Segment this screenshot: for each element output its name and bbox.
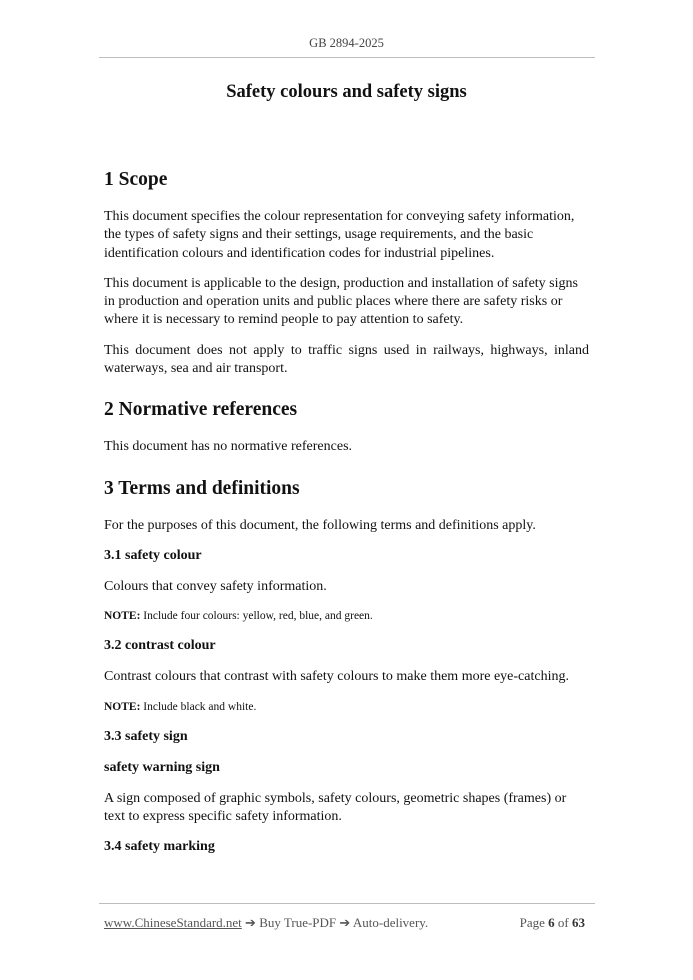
header-standard-code: GB 2894-2025 — [309, 36, 384, 50]
page-number — [520, 915, 585, 931]
term-definition-safety-colour: Colours that convey safety information. — [104, 578, 327, 594]
page-total: 63 — [572, 915, 585, 930]
section-heading-terms: 3 Terms and definitions — [104, 477, 300, 499]
arrow-right-icon: ➔ — [245, 915, 256, 930]
term-definition-safety-sign: A sign composed of graphic symbols, safety colours, geometric shapes (frames) or text to express specific safety information. — [104, 790, 567, 824]
term-definition-contrast-colour: Contrast colours that contrast with safety colours to make them more eye-catching. — [104, 669, 569, 685]
section-heading-scope: 1 Scope — [104, 169, 168, 190]
page-current: 6 — [548, 915, 555, 930]
term-heading-safety-sign: 3.3 safety sign — [104, 728, 188, 744]
section-heading-normative-references: 2 Normative references — [104, 399, 298, 421]
note-contrast-colour — [104, 699, 589, 715]
footer-divider — [99, 903, 595, 904]
footer-links — [104, 915, 428, 931]
document-body — [104, 168, 589, 869]
document-title: Safety colours and safety signs — [226, 82, 467, 102]
page-label: Page — [519, 915, 545, 930]
terms-intro: For the purposes of this document, the following terms and definitions apply. — [104, 517, 536, 533]
note-text: Include four colours: yellow, red, blue, and green. — [143, 610, 373, 623]
term-heading-contrast-colour: 3.2 contrast colour — [104, 638, 216, 654]
footer-delivery-text: Auto-delivery. — [352, 915, 429, 930]
normative-paragraph: This document has no normative references. — [104, 439, 353, 455]
header-divider — [99, 57, 595, 58]
footer-buy-link[interactable]: Buy True-PDF — [259, 915, 337, 930]
scope-paragraph-2: This document is applicable to the design, production and installation of safety signs in production and operation units and public places where there are safety risks or where it is necessary to remind people to pay attention to safety. — [104, 275, 578, 328]
page-of: of — [557, 915, 569, 930]
term-alternative-safety-warning-sign: safety warning sign — [104, 759, 220, 775]
footer-site-link[interactable]: www.ChineseStandard.net — [104, 915, 242, 930]
term-heading-safety-colour: 3.1 safety colour — [104, 547, 202, 563]
scope-paragraph-3: This document does not apply to traffic signs used in railways, highways, inland waterways, sea and air transport. — [104, 342, 589, 377]
scope-paragraph-1: This document specifies the colour representation for conveying safety information, the types of safety signs and their settings, usage requirements, and the basic identification colours and identification codes for industrial pipelines. — [104, 209, 575, 261]
note-label: NOTE: — [104, 700, 141, 713]
arrow-right-icon: ➔ — [339, 915, 351, 930]
note-label: NOTE: — [104, 610, 141, 623]
note-safety-colour — [104, 608, 589, 624]
note-text: Include black and white. — [143, 700, 257, 713]
term-heading-safety-marking: 3.4 safety marking — [104, 839, 215, 855]
